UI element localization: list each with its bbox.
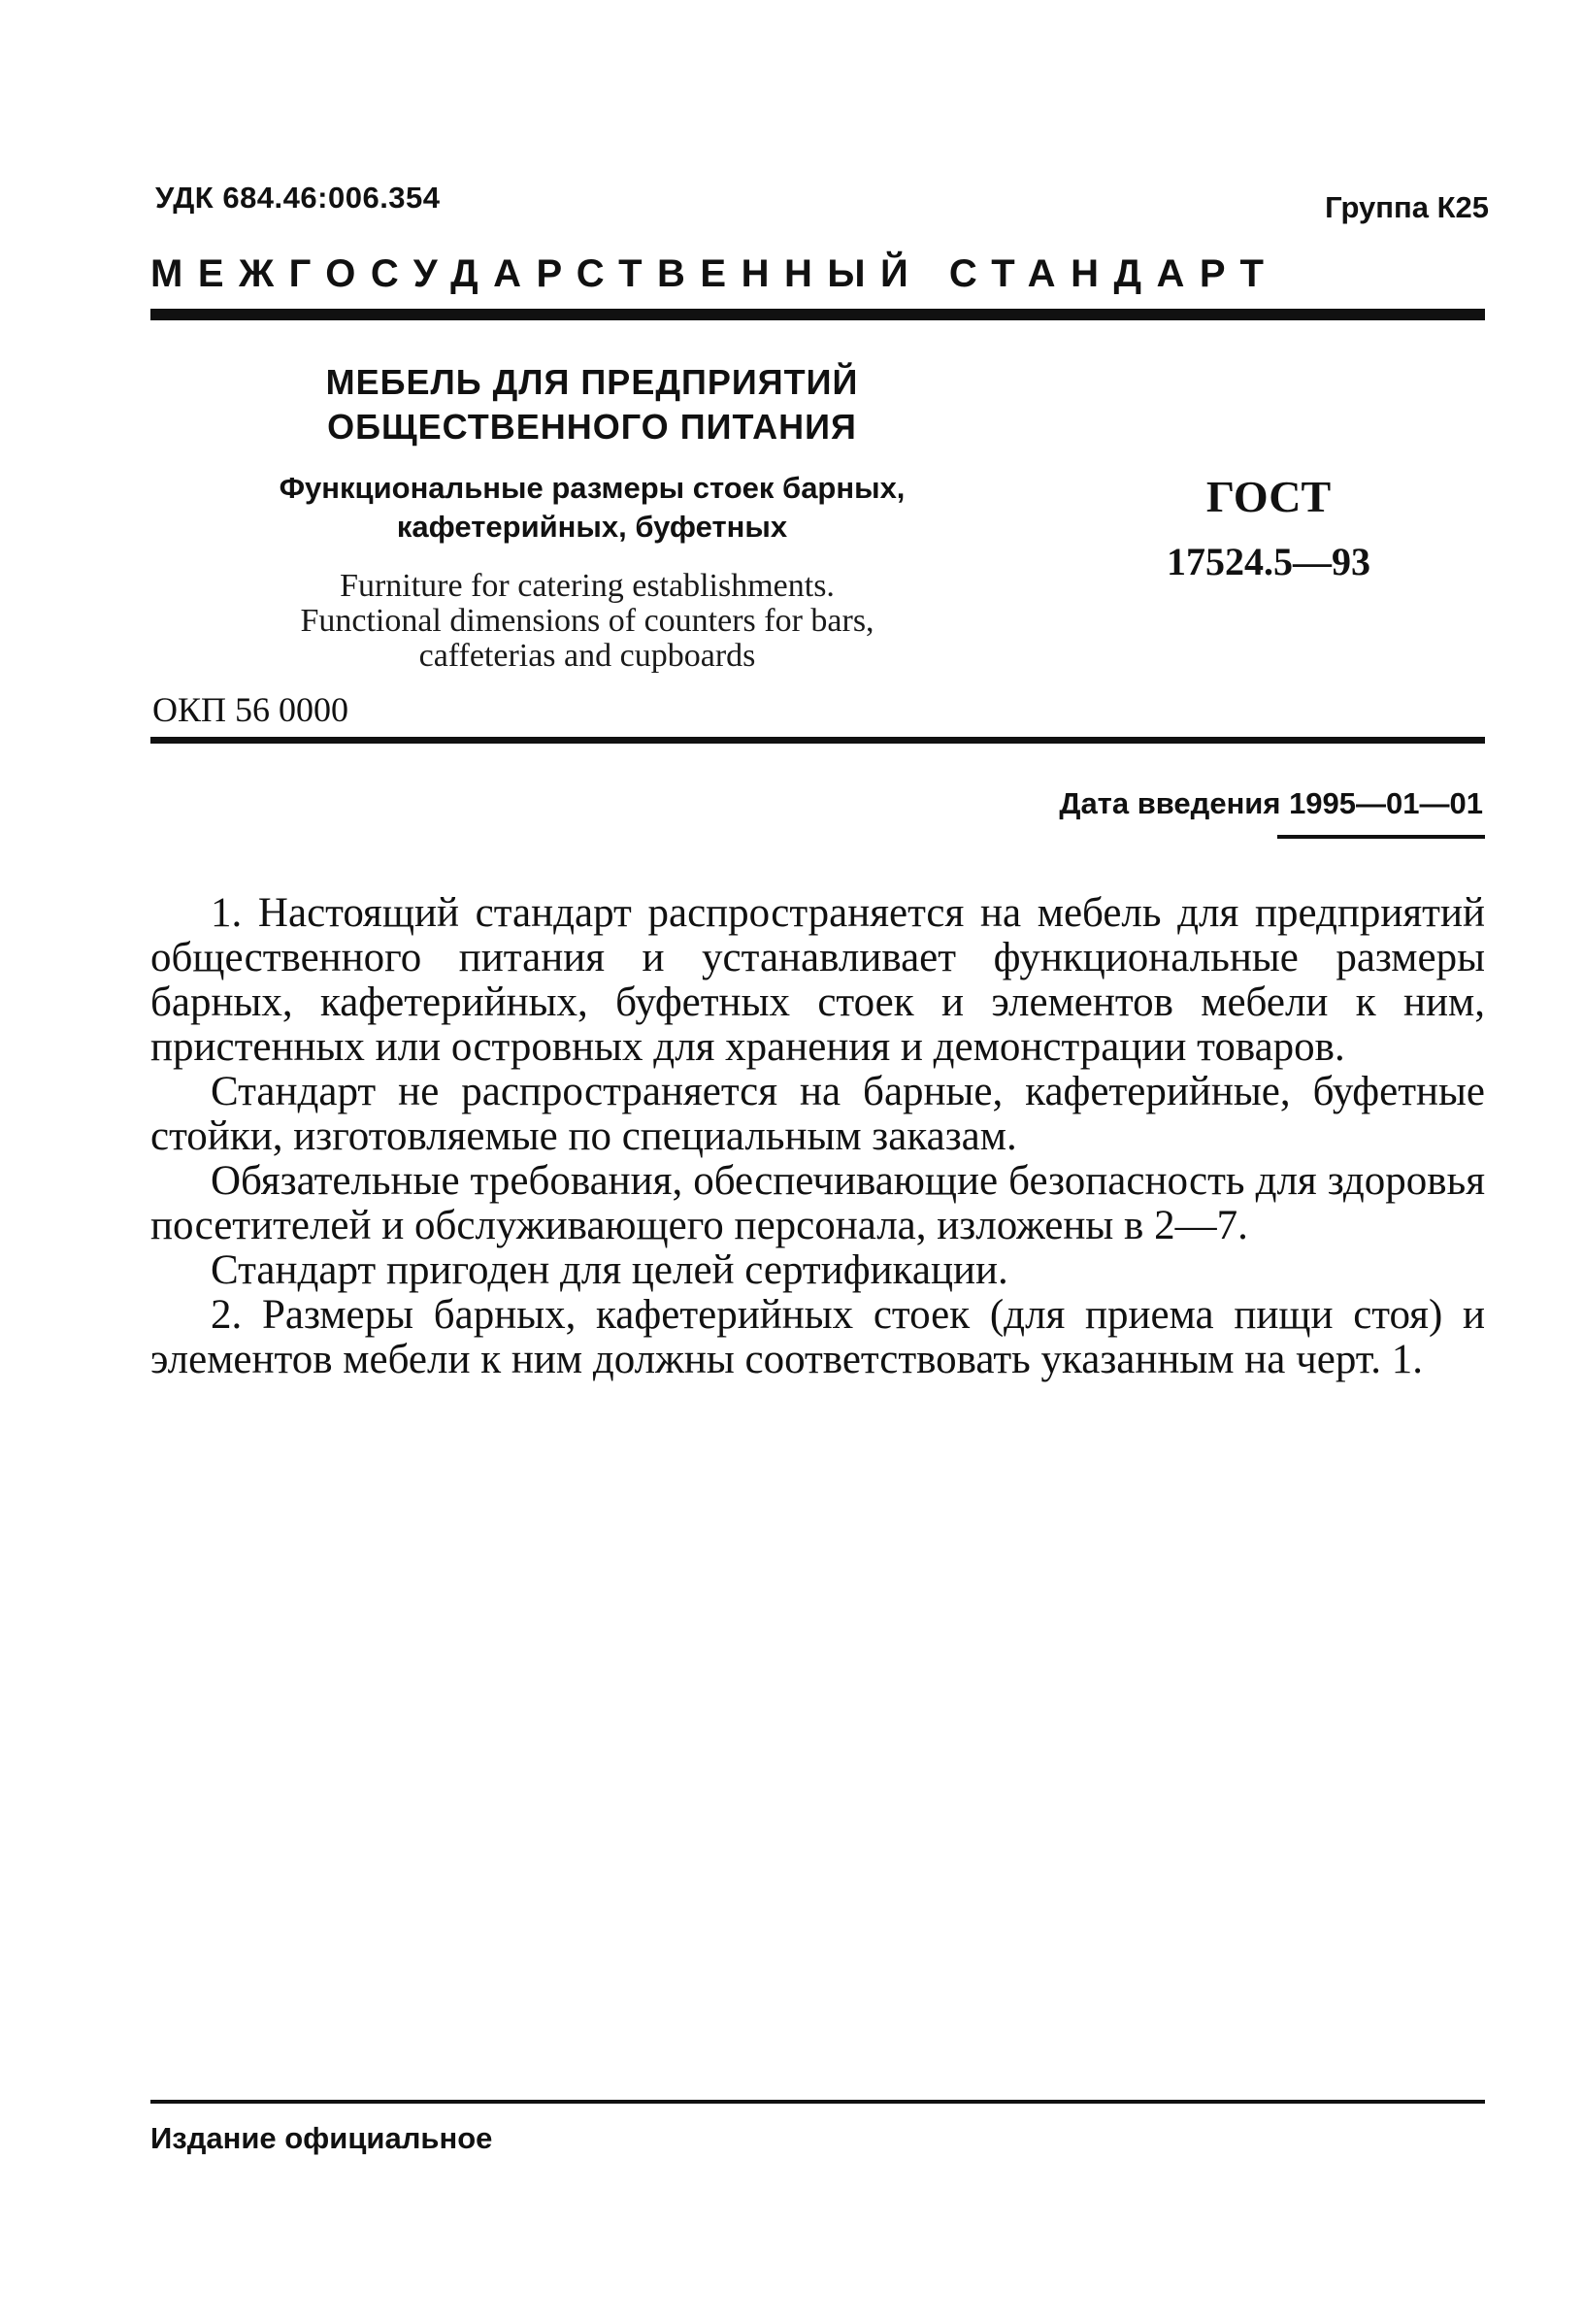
paragraph-scope: 1. Настоящий стандарт распространяется на мебель для предприятий общественного питания и устанавливает функциональные размеры барных, кафетерийных, буфетных стоек и элементов мебели к ним, пристенных или островных для хранения и демонстрации товаров. (150, 890, 1485, 1070)
document-title-line2: ОБЩЕСТВЕННОГО ПИТАНИЯ (327, 407, 857, 447)
body-text (150, 891, 1485, 1382)
edition-note: Издание официальное (150, 2121, 493, 2155)
introduction-date: Дата введения 1995—01—01 (1059, 786, 1483, 820)
document-subtitle-line1: Функциональные размеры стоек барных, (279, 471, 906, 505)
udk-code: УДК 684.46:006.354 (155, 181, 441, 215)
paragraph-dimensions: 2. Размеры барных, кафетерийных стоек (для приема пищи стоя) и элементов мебели к ним должны соответствовать указанным на черт. 1. (150, 1292, 1485, 1382)
gost-label: ГОСТ (1205, 472, 1332, 521)
paragraph-certification: Стандарт пригоден для целей сертификации. (211, 1247, 1008, 1293)
paragraph-exclusion: Стандарт не распространяется на барные, кафетерийные, буфетные стойки, изготовляемые по специальным заказам. (150, 1069, 1485, 1159)
document-title-line1: МЕБЕЛЬ ДЛЯ ПРЕДПРИЯТИЙ (325, 362, 859, 402)
footer-rule (150, 2100, 1485, 2104)
gost-number: 17524.5—93 (1167, 540, 1370, 583)
document-subtitle-line2: кафетерийных, буфетных (396, 510, 788, 544)
standard-type-heading: МЕЖГОСУДАРСТВЕННЫЙ СТАНДАРТ (150, 252, 1279, 295)
english-title-line2: Functional dimensions of counters for bars, (300, 603, 874, 639)
top-rule (150, 309, 1485, 320)
okp-code: ОКП 56 0000 (152, 690, 349, 729)
header-bottom-rule (150, 737, 1485, 744)
english-title-line1: Furniture for catering establishments. (340, 568, 835, 604)
date-underline (1277, 835, 1485, 839)
paragraph-safety: Обязательные требования, обеспечивающие безопасность для здоровья посетителей и обслуживающего персонала, изложены в 2—7. (150, 1158, 1485, 1248)
english-title-line3: caffeterias and cupboards (418, 638, 756, 674)
group-code: Группа К25 (1325, 190, 1489, 224)
